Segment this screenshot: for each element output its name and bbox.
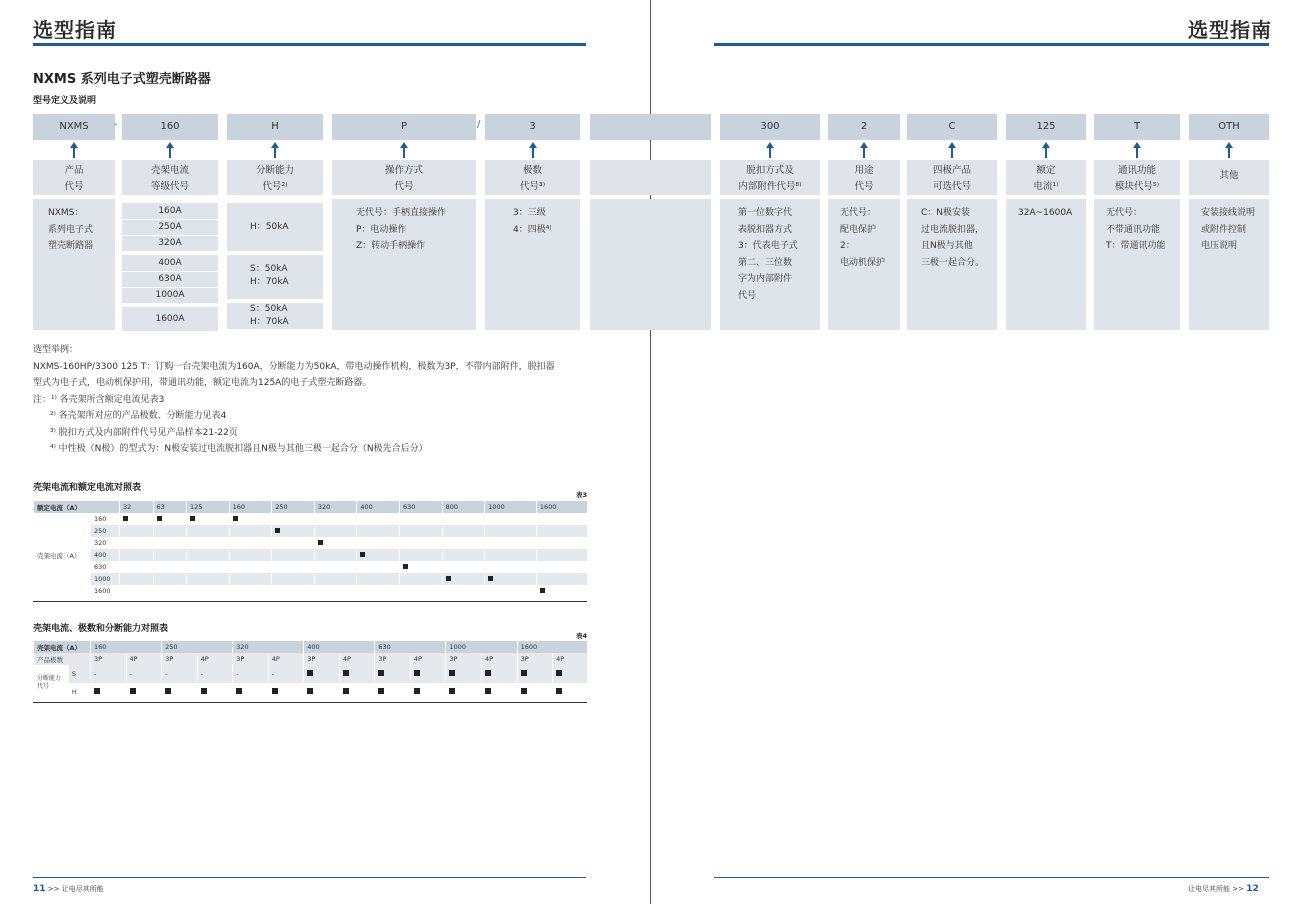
table3-cell [120, 549, 154, 561]
table3-cell [314, 585, 357, 597]
table4-cell [375, 683, 411, 701]
section-subtitle: 型号定义及说明 [33, 96, 97, 106]
table3-col-header: 400 [357, 501, 400, 513]
note-1: 注：¹⁾ 各壳架所含额定电流见表3 [33, 394, 165, 405]
model-code-box: 3 [485, 114, 580, 140]
poles-desc: 3：三级 4：四极⁴⁾ [485, 199, 580, 330]
header-rule-right [714, 43, 1269, 46]
pole-header: 3P [517, 653, 553, 665]
product-desc: NXMS： 系列电子式 塑壳断路器 [33, 199, 115, 330]
trip-desc: 第一位数字代 表脱扣器方式 3：代表电子式 第二、三位数 字为内部附件 代号 [720, 199, 820, 330]
table3-cell [153, 525, 187, 537]
table3-col-header: 250 [272, 501, 315, 513]
table3-row-label: 壳架电流（A） [34, 513, 91, 597]
mark-square-icon [190, 516, 195, 521]
mark-square-icon [414, 688, 420, 694]
table3-cell [120, 537, 154, 549]
separator-dash: - [114, 119, 118, 130]
mark-square-icon [236, 688, 242, 694]
arrow-up-icon [1136, 146, 1138, 158]
arrow-up-icon [73, 146, 75, 158]
table3-cell [153, 561, 187, 573]
table3-cell [314, 573, 357, 585]
breaking-capacity-list: H：50kA S：50kA H：70kA S：50kA H：70kA [227, 199, 323, 329]
mark-square-icon [318, 540, 323, 545]
table3-col-header: 800 [442, 501, 485, 513]
table3-cell [229, 513, 272, 525]
arrow-up-icon [1045, 146, 1047, 158]
note-3: ³⁾ 脱扣方式及内部附件代号见产品样本21-22页 [50, 427, 238, 438]
mark-square-icon [272, 688, 278, 694]
model-code-box: NXMS [33, 114, 115, 140]
table3-cell [536, 573, 587, 585]
table3-cell [187, 549, 230, 561]
table3-cell [153, 585, 187, 597]
table3-cell [442, 585, 485, 597]
page-number-left: 11 [33, 884, 46, 894]
mark-square-icon [201, 688, 207, 694]
table3-cell [229, 537, 272, 549]
arrow-up-icon [274, 146, 276, 158]
model-code-box: C [907, 114, 997, 140]
pole-header: 3P [91, 653, 127, 665]
table3-col-header: 125 [187, 501, 230, 513]
table4-code: S [68, 665, 90, 683]
table4-cell [553, 665, 587, 683]
table3-cell [400, 525, 443, 537]
pole-header: 3P [162, 653, 198, 665]
model-code-box: 160 [122, 114, 218, 140]
table3-cell [357, 525, 400, 537]
mark-square-icon [130, 688, 136, 694]
table3-cell [187, 585, 230, 597]
arrow-up-icon [1228, 146, 1230, 158]
table3-col-header: 32 [120, 501, 154, 513]
mark-square-icon [123, 516, 128, 521]
table3-cell [120, 525, 154, 537]
mark-square-icon [446, 576, 451, 581]
table3-cell [442, 537, 485, 549]
rated-current-desc: 32A~1600A [1006, 199, 1086, 330]
table3-frame: 1000 [91, 573, 120, 585]
table3-cell [229, 585, 272, 597]
table3-cell [272, 537, 315, 549]
table3-cell [314, 525, 357, 537]
section-title: NXMS 系列电子式塑壳断路器 [33, 72, 211, 87]
table4-cell [162, 683, 198, 701]
table3-cell [400, 585, 443, 597]
table4-frame-header: 1000 [446, 641, 517, 653]
model-code-box: P [332, 114, 476, 140]
pole-header: 3P [304, 653, 340, 665]
table3-cell [442, 561, 485, 573]
table3-cell [187, 561, 230, 573]
table3-cell [357, 561, 400, 573]
table3-cell [153, 573, 187, 585]
table3-cell [153, 549, 187, 561]
arrow-up-icon [169, 146, 171, 158]
table3-cell [485, 561, 537, 573]
table3-col-header: 1000 [485, 501, 537, 513]
table3-cell [272, 549, 315, 561]
code-label: 通讯功能 模块代号⁵⁾ [1094, 160, 1180, 195]
table3-cell [272, 561, 315, 573]
table3-cell [120, 585, 154, 597]
table4-cell [482, 665, 518, 683]
table3-title: 壳架电流和额定电流对照表 [33, 483, 142, 493]
mark-square-icon [275, 528, 280, 533]
table3-cell [357, 549, 400, 561]
table-row [34, 585, 588, 597]
separator-slash: / [477, 119, 481, 130]
table3-cell [187, 537, 230, 549]
table4-cell [126, 683, 162, 701]
table3-cell [120, 573, 154, 585]
table4-cell [339, 683, 375, 701]
header-rule-left [33, 43, 586, 46]
mark-square-icon [556, 688, 562, 694]
table3-cell [272, 585, 315, 597]
mark-square-icon [449, 670, 455, 676]
table3-frame: 630 [91, 561, 120, 573]
pole-header: 4P [268, 653, 304, 665]
table4-frame-header: 630 [375, 641, 446, 653]
code-label: 脱扣方式及 内部附件代号⁸⁾ [720, 160, 820, 195]
arrow-up-icon [769, 146, 771, 158]
table3-cell [272, 513, 315, 525]
table4-cell [517, 683, 553, 701]
table3-tag: 表3 [576, 491, 588, 499]
table4-cell [410, 683, 446, 701]
example-block: 选型举例： NXMS-160HP/3300 125 T：订购一台壳架电流为160A，分断能力为50kA，带电动操作机构，极数为3P，不带内部附件，脱扣器 型式为电子式，电动机保护用，带通讯功能，额定电流为125A的电子式塑壳断路器。 注：¹⁾ 各壳架所含额定电流见表3 ²⁾ 各壳架所对应的产品极数、分断能力见表4 ³⁾ 脱扣方式及内部附件代号见产品样本21-22页 ⁴⁾ 中性极（N极）的型式为：N极安装过电流脱扣器且N极与其他三极一起合分（N极先合后分） [33, 342, 593, 458]
table3-cell [485, 573, 537, 585]
pole-header: 4P [482, 653, 518, 665]
table-row [34, 513, 588, 525]
table4-cell: - [91, 665, 127, 683]
table4-frame-header: 1600 [517, 641, 587, 653]
table-row [34, 683, 588, 701]
table4-cell: - [268, 665, 304, 683]
model-code-box: OTH [1189, 114, 1269, 140]
footer-right: 让电尽其所能 >> 12 [1188, 884, 1259, 894]
table3-cell [272, 573, 315, 585]
pole-header: 4P [339, 653, 375, 665]
table3-cell [357, 585, 400, 597]
table3 [33, 501, 587, 597]
table3-cell [314, 537, 357, 549]
mark-square-icon [343, 688, 349, 694]
table4-cell [553, 683, 587, 701]
table3-cell [229, 525, 272, 537]
table4-frame-header: 250 [162, 641, 233, 653]
table4-bottom-rule [33, 702, 587, 703]
table3-col-header: 160 [229, 501, 272, 513]
mark-square-icon [307, 688, 313, 694]
table3-cell [120, 513, 154, 525]
table3-cell [314, 549, 357, 561]
code-label: 四极产品 可选代号 [907, 160, 997, 195]
footer-left: 11 >> 让电尽其所能 [33, 884, 104, 894]
table4-cell [339, 665, 375, 683]
mark-square-icon [307, 670, 313, 676]
table4-side-label: 分断能力代号 [34, 665, 69, 701]
table3-cell [153, 537, 187, 549]
table3-cell [536, 525, 587, 537]
table4-cell: - [197, 665, 233, 683]
table3-cell [400, 537, 443, 549]
table4-tag: 表4 [576, 632, 588, 640]
table3-frame: 320 [91, 537, 120, 549]
table4-cell: - [233, 665, 269, 683]
table3-cell [442, 573, 485, 585]
mark-square-icon [403, 564, 408, 569]
table4-cell: - [126, 665, 162, 683]
arrow-up-icon [403, 146, 405, 158]
pole-header: 4P [410, 653, 446, 665]
mark-square-icon [94, 688, 100, 694]
table-row [34, 665, 588, 683]
model-code-box: 125 [1006, 114, 1086, 140]
table3-cell [442, 549, 485, 561]
arrow-up-icon [863, 146, 865, 158]
code-label: 分断能力 代号²⁾ [227, 160, 323, 195]
table3-cell [314, 561, 357, 573]
table4-cell [410, 665, 446, 683]
table3-cell [187, 525, 230, 537]
table3-col-header: 320 [314, 501, 357, 513]
table3-cell [442, 513, 485, 525]
code-label: 用途 代号 [828, 160, 900, 195]
table3-cell [229, 561, 272, 573]
page-number-right: 12 [1246, 884, 1259, 894]
operation-desc: 无代号：手柄直接操作 P：电动操作 Z：转动手柄操作 [332, 199, 476, 330]
table3-col-header: 63 [153, 501, 187, 513]
table3-cell [153, 513, 187, 525]
footer-rule-left [33, 877, 586, 878]
table3-frame: 400 [91, 549, 120, 561]
table3-cell [400, 513, 443, 525]
mark-square-icon [157, 516, 162, 521]
table4-cell [268, 683, 304, 701]
mark-square-icon [378, 670, 384, 676]
four-pole-desc: C：N极安装 过电流脱扣器， 且N极与其他 三极一起合分。 [907, 199, 997, 330]
arrow-up-icon [951, 146, 953, 158]
mark-square-icon [556, 670, 562, 676]
pole-header: 4P [126, 653, 162, 665]
mark-square-icon [233, 516, 238, 521]
model-code-box: 2 [828, 114, 900, 140]
pole-header: 3P [233, 653, 269, 665]
table-row [34, 573, 588, 585]
code-label: 产品 代号 [33, 160, 115, 195]
page-title-right: 选型指南 [1188, 18, 1272, 42]
mark-square-icon [449, 688, 455, 694]
blank-desc [590, 199, 711, 330]
table4-poles-label: 产品极数 [34, 653, 91, 665]
table3-cell [536, 549, 587, 561]
code-label: 额定 电流¹⁾ [1006, 160, 1086, 195]
table3-cell [485, 525, 537, 537]
model-code-box [590, 114, 711, 140]
table3-cell [400, 561, 443, 573]
mark-square-icon [414, 670, 420, 676]
table3-cell [120, 561, 154, 573]
table3-cell [400, 549, 443, 561]
table3-cell [357, 513, 400, 525]
table4-frame-header: 320 [233, 641, 304, 653]
comm-desc: 无代号： 不带通讯功能 T：带通讯功能 [1094, 199, 1180, 330]
table3-cell [314, 513, 357, 525]
other-desc: 安装接线说明 或附件控制 电压说明 [1189, 199, 1269, 330]
table3-cell [442, 525, 485, 537]
table4-cell [304, 683, 340, 701]
code-label: 壳架电流 等级代号 [122, 160, 218, 195]
table3-cell [485, 585, 537, 597]
footer-rule-right [714, 877, 1269, 878]
mark-square-icon [343, 670, 349, 676]
arrow-up-icon [532, 146, 534, 158]
pole-header: 4P [553, 653, 587, 665]
model-code-box: H [227, 114, 323, 140]
table4-code: H [68, 683, 90, 701]
table4-cell [91, 683, 127, 701]
table4 [33, 641, 587, 701]
table4-cell [482, 683, 518, 701]
table3-cell [536, 585, 587, 597]
table3-frame: 250 [91, 525, 120, 537]
table3-cell [536, 537, 587, 549]
table3-cell [536, 513, 587, 525]
table-row [34, 525, 588, 537]
table3-cell [272, 525, 315, 537]
mark-square-icon [488, 576, 493, 581]
note-2: ²⁾ 各壳架所对应的产品极数、分断能力见表4 [50, 411, 227, 421]
table3-cell [187, 573, 230, 585]
mark-square-icon [540, 588, 545, 593]
table4-cell [446, 683, 482, 701]
table-row [34, 561, 588, 573]
code-label: 极数 代号³⁾ [485, 160, 580, 195]
mark-square-icon [521, 670, 527, 676]
frame-current-list: 160A 250A 320A 400A 630A 1000A 1600A [122, 199, 218, 331]
table4-corner: 壳架电流（A） [34, 641, 91, 653]
table4-cell [197, 683, 233, 701]
pole-header: 4P [197, 653, 233, 665]
table3-cell [229, 549, 272, 561]
model-code-box: T [1094, 114, 1180, 140]
table-row [34, 549, 588, 561]
table3-cell [536, 561, 587, 573]
table3-cell [485, 537, 537, 549]
table3-cell [400, 573, 443, 585]
table4-cell [304, 665, 340, 683]
table4-cell [375, 665, 411, 683]
table3-cell [357, 537, 400, 549]
usage-desc: 无代号： 配电保护 2： 电动机保护 [828, 199, 900, 330]
table3-cell [485, 513, 537, 525]
mark-square-icon [360, 552, 365, 557]
table-row [34, 537, 588, 549]
mark-square-icon [485, 688, 491, 694]
table3-cell [187, 513, 230, 525]
mark-square-icon [485, 670, 491, 676]
pole-header: 3P [446, 653, 482, 665]
table4-cell [233, 683, 269, 701]
model-code-box: 300 [720, 114, 820, 140]
table3-cell [357, 573, 400, 585]
table3-col-header: 1600 [536, 501, 587, 513]
table3-frame: 1600 [91, 585, 120, 597]
table4-frame-header: 160 [91, 641, 162, 653]
note-4: ⁴⁾ 中性极（N极）的型式为：N极安装过电流脱扣器且N极与其他三极一起合分（N极先合后分） [50, 444, 428, 454]
table4-cell [517, 665, 553, 683]
table4-frame-header: 400 [304, 641, 375, 653]
table3-frame: 160 [91, 513, 120, 525]
mark-square-icon [165, 688, 171, 694]
table4-title: 壳架电流、极数和分断能力对照表 [33, 624, 169, 634]
code-label [590, 160, 711, 195]
pole-header: 3P [375, 653, 411, 665]
page-title-left: 选型指南 [33, 18, 117, 42]
table3-cell [485, 549, 537, 561]
table3-col-header: 630 [400, 501, 443, 513]
table4-cell [446, 665, 482, 683]
table3-corner: 额定电流（A） [34, 501, 120, 513]
mark-square-icon [521, 688, 527, 694]
mark-square-icon [378, 688, 384, 694]
table3-cell [229, 573, 272, 585]
table3-bottom-rule [33, 601, 587, 602]
code-label: 操作方式 代号 [332, 160, 476, 195]
code-label: 其他 [1189, 160, 1269, 195]
table4-cell: - [162, 665, 198, 683]
